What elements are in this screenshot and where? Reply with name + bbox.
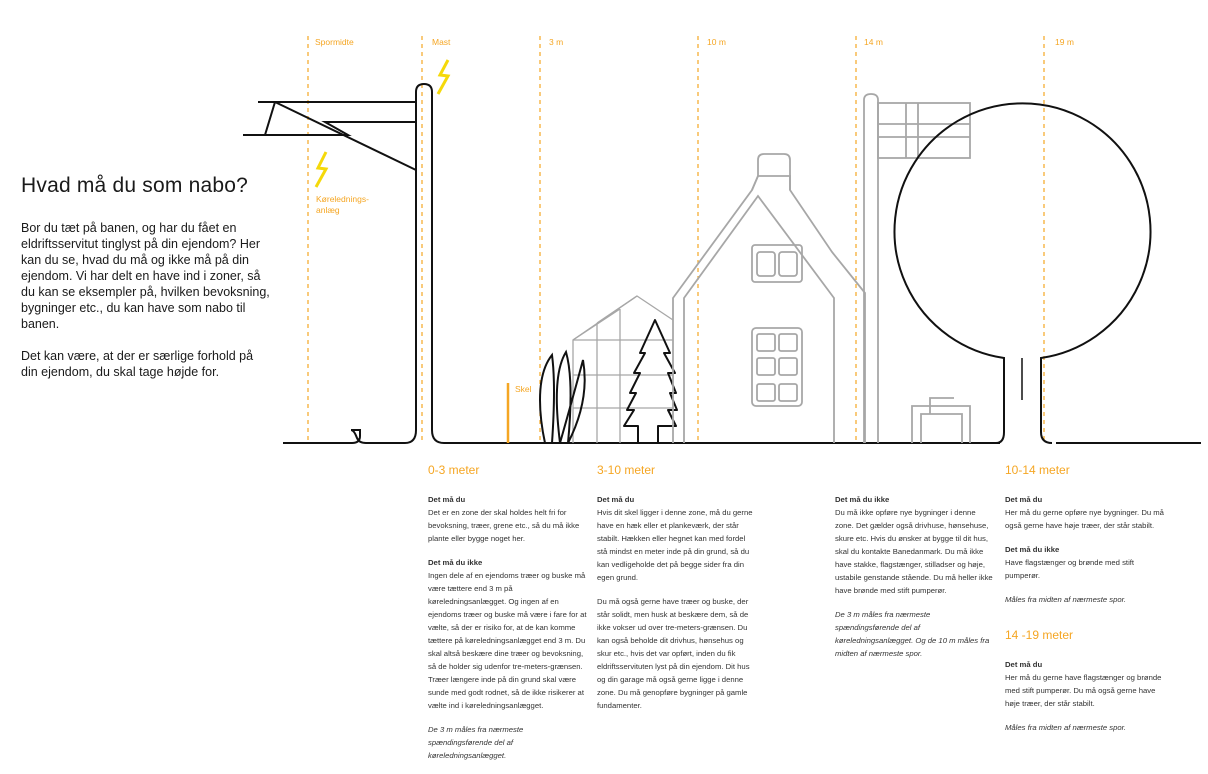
- zone-10-19-column: [1005, 463, 1165, 734]
- ground-line: [283, 430, 1201, 443]
- intro-section: [21, 174, 271, 396]
- zone-label-10m: 10 m: [707, 37, 726, 47]
- allowed-heading: Det må du: [428, 495, 466, 504]
- not-allowed-text: Ingen dele af en ejendoms træer og buske må være tættere end 3 m på køreledningsanlægget. Og ingen af en ejendoms træer og buske må være i fare for at vælte, så der er risiko for, at de kan komme tættere på køreledningsanlægget end 3 m. Du skal altså beskære dine træer og bevoksning, så de holder sig udenfor tre-meters-grænsen. Træer længere inde på din grund skal være sunde med godt rodnet, så de ikke risikerer at vælte ind i køreledningsanlægget.: [428, 571, 587, 710]
- zone-0-3-column: [428, 463, 588, 762]
- measurement-note-2: Måles fra midten af nærmeste spor.: [1005, 723, 1127, 732]
- allowed-text-2: Du må også gerne have træer og buske, der står solidt, men husk at beskære dem, så de ikke vokser ud over tre-meters-grænsen. Du kan også beholde dit drivhus, hønsehus og skur etc., hvis det var opført, inden du fik eldriftsservituten lyst på din ejendom. Dit hus og din garage må også gerne ligge i denne zone. Du må genopføre bygninger på gamle fundamenter.: [597, 597, 750, 710]
- lightning-icon-catenary: [316, 152, 326, 187]
- large-tree: [894, 103, 1150, 443]
- catenary-mast: [243, 84, 444, 443]
- not-allowed-text: Du må ikke opføre nye bygninger i denne zone. Det gælder også drivhuse, hønsehuse, skure etc. Hvis du ønsker at bygge til dit hus, skal du kontakte Banedanmark. Du må ikke have stakke, flagstænger, stilladser og høje, ustabile genstande stående. Du må heller ikke have brønde med stift pumperør.: [835, 508, 993, 595]
- house: [673, 154, 865, 443]
- skel-label: Skel: [515, 384, 532, 394]
- zone-label-14m: 14 m: [864, 37, 883, 47]
- not-allowed-heading: Det må du ikke: [835, 495, 890, 504]
- allowed-text-1: Hvis dit skel ligger i denne zone, må du gerne have en hæk eller et plankeværk, der står stabilt. Hækken eller hegnet kan med fordel stå mindst en meter inde på din grund, så du kan vedligeholde det på begge sider fra din egen grund.: [597, 508, 753, 582]
- fir-tree: [624, 320, 677, 443]
- measurement-note: De 3 m måles fra nærmeste spændingsførende del af køreledningsanlægget. Og de 10 m måles fra midten af nærmeste spor.: [835, 610, 990, 658]
- allowed-heading-2: Det må du: [1005, 660, 1043, 669]
- zone-label-mast: Mast: [432, 37, 451, 47]
- allowed-heading: Det må du: [1005, 495, 1043, 504]
- zone-0-3-title: 0-3 meter: [428, 463, 480, 477]
- zone-3-10-not-allowed-column: [835, 493, 993, 660]
- allowed-text: Det er en zone der skal holdes helt fri for bevoksning, træer, grene etc., så du må ikke plante eller bygge noget her.: [428, 508, 580, 543]
- zone-lines: [308, 36, 1044, 443]
- zone-14-19-title: 14 -19 meter: [1005, 628, 1074, 642]
- zone-10-14-title: 10-14 meter: [1005, 463, 1070, 477]
- zone-3-10-title: 3-10 meter: [597, 463, 656, 477]
- well: [912, 398, 970, 443]
- allowed-heading: Det må du: [597, 495, 635, 504]
- zone-3-10-column: [597, 463, 757, 723]
- koereledning-label-line1: Kørelednings-: [316, 194, 369, 204]
- not-allowed-heading: Det må du ikke: [1005, 545, 1060, 554]
- zone-label-19m: 19 m: [1055, 37, 1074, 47]
- intro-paragraph-1: Bor du tæt på banen, og har du fået en eldriftsservitut tinglyst på din ejendom? Her kan du se, hvad du må og ikke må på din ejendom. Vi har delt en have ind i zoner, så du kan se eksempler på, hvilken bevoksning, bygninger etc., du kan have som nabo til banen.: [21, 221, 270, 331]
- greenhouse: [573, 296, 673, 443]
- measurement-note: Måles fra midten af nærmeste spor.: [1005, 595, 1127, 604]
- hedge-bushes: [540, 352, 585, 443]
- lightning-icon: [438, 60, 448, 94]
- flagpole: [864, 94, 970, 443]
- intro-paragraph-2: Det kan være, at der er særlige forhold på din ejendom, du skal tage højde for.: [21, 349, 254, 379]
- zone-label-spormidte: Spormidte: [315, 37, 354, 47]
- not-allowed-text: Have flagstænger og brønde med stift pumperør.: [1005, 558, 1135, 580]
- koereledning-label-line2: anlæg: [316, 205, 340, 215]
- not-allowed-heading: Det må du ikke: [428, 558, 483, 567]
- zone-label-3m: 3 m: [549, 37, 564, 47]
- allowed-text: Her må du gerne opføre nye bygninger. Du må også gerne have høje træer, der står stabilt.: [1005, 508, 1164, 530]
- measurement-note: De 3 m måles fra nærmeste spændingsførende del af køreledningsanlægget.: [428, 725, 524, 760]
- allowed-text-2: Her må du gerne have flagstænger og brønde med stift pumperør. Du må også gerne have høje træer, der står stabilt.: [1005, 673, 1162, 708]
- intro-title: Hvad må du som nabo?: [21, 174, 248, 197]
